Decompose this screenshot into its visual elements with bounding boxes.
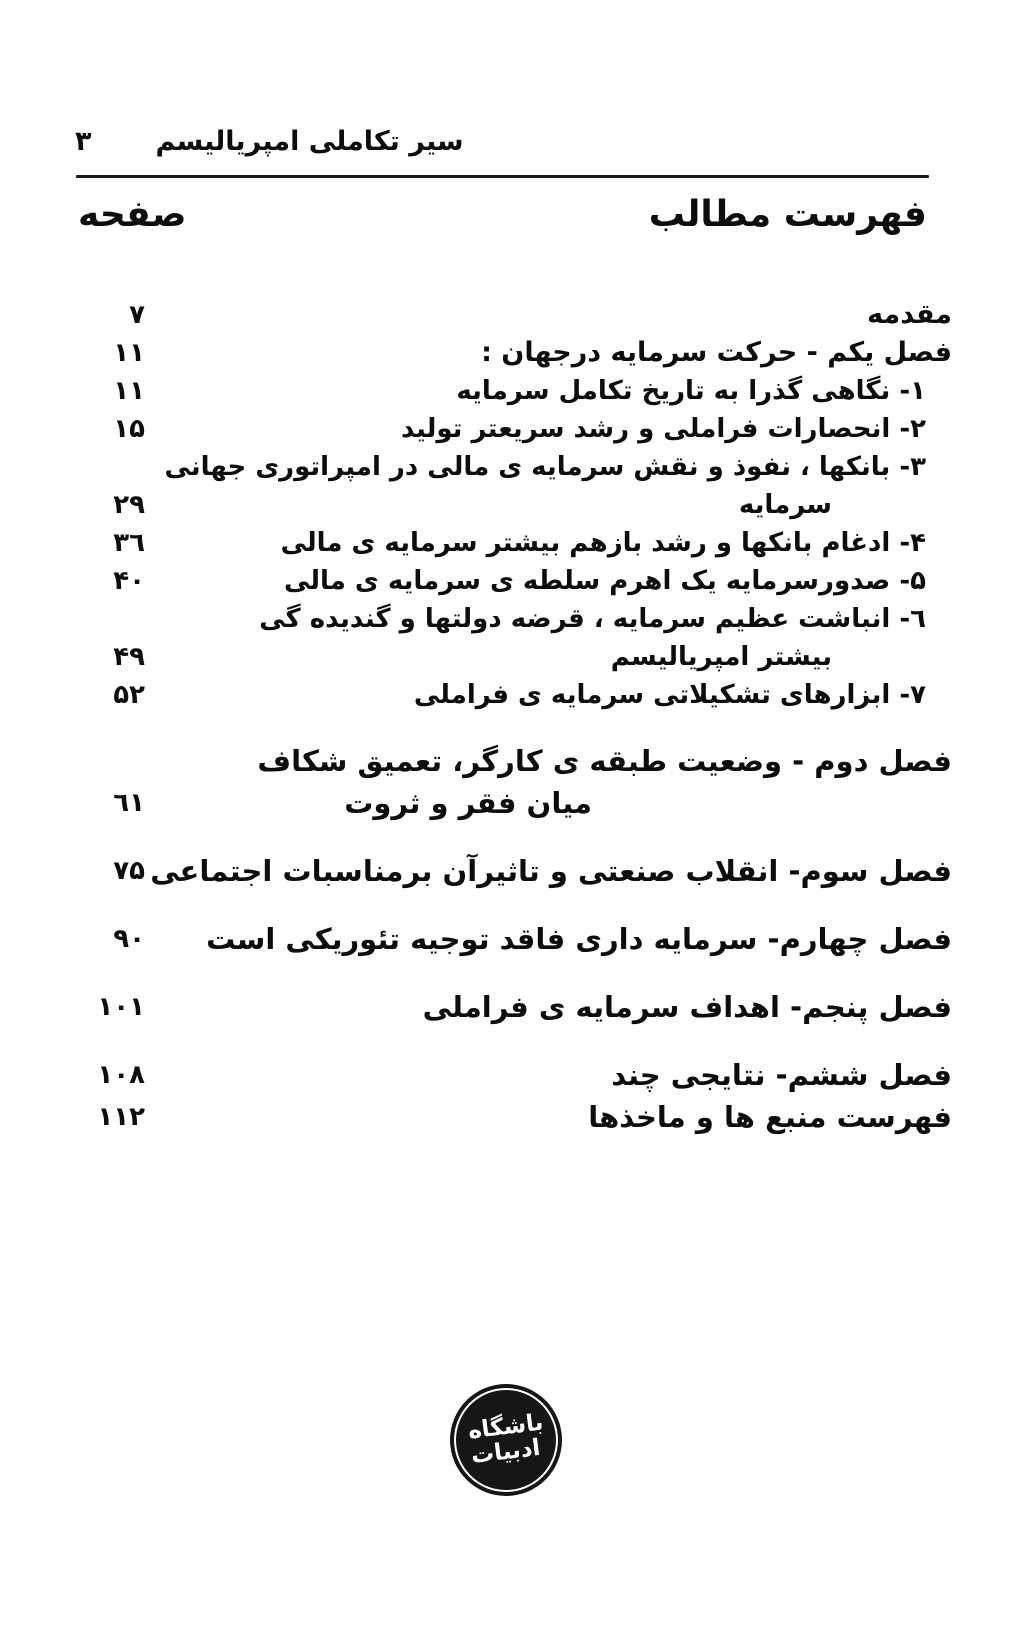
toc-entry-page-number: ۴۹ <box>113 642 145 672</box>
toc-entry <box>75 918 952 960</box>
toc-section <box>75 986 952 1028</box>
toc-entry-lines <box>75 334 952 372</box>
toc-entry-text: ٦- انباشت عظیم سرمایه ، قرضه دولتها و گندیده گی <box>259 604 926 634</box>
toc-entry <box>75 334 952 372</box>
toc-entry <box>75 410 952 448</box>
toc-entry-text: فصل سوم- انقلاب صنعتی و تاثیرآن برمناسبات اجتماعی <box>150 854 952 888</box>
toc-entry <box>75 372 952 410</box>
toc-entry-page-number: ۳٦ <box>113 528 145 558</box>
publisher-logo-stamp-icon <box>450 1384 562 1496</box>
publisher-logo-text-line1: باشگاه <box>466 1409 545 1445</box>
toc-entry-page-number: ۱۱ <box>113 338 145 368</box>
toc-entry <box>75 676 952 714</box>
toc-entry-text: بیشتر امپریالیسم <box>610 642 832 672</box>
toc-entry-lines <box>75 296 952 334</box>
toc-entry-lines <box>75 448 952 524</box>
toc-entry-text: ۳- بانکها ، نفوذ و نقش سرمایه ی مالی در امپراتوری جهانی <box>164 452 926 482</box>
toc-entry-page-number: ۱۱۲ <box>97 1102 145 1132</box>
running-head-title: سیر تکاملی امپریالیسم <box>155 126 464 157</box>
toc-entry <box>75 562 952 600</box>
toc-entry-text: مقدمه <box>867 299 952 330</box>
toc-entry-page-number: ۲۹ <box>113 490 145 520</box>
toc-entry-text: فصل پنجم- اهداف سرمایه ی فراملی <box>422 990 952 1024</box>
toc-section <box>75 850 952 892</box>
toc-entry-text: ۱- نگاهی گذرا به تاریخ تکامل سرمایه <box>456 376 926 406</box>
toc-entry <box>75 1096 952 1138</box>
toc-entry-page-number: ۱۱ <box>113 376 145 406</box>
toc-entry-text: میان فقر و ثروت <box>344 786 592 820</box>
toc-entry <box>75 986 952 1028</box>
toc-entry-lines <box>75 562 952 600</box>
toc-entry-lines <box>75 372 952 410</box>
toc-entry-lines <box>75 410 952 448</box>
toc-entry-lines <box>75 1054 952 1096</box>
toc-entry-text: فصل دوم - وضعیت طبقه ی کارگر، تعمیق شکاف <box>257 744 952 778</box>
toc-entry-page-number: ۷ <box>129 300 145 330</box>
publisher-logo-text-line2: ادبیات <box>469 1434 542 1470</box>
toc-entry-lines <box>75 918 952 960</box>
toc-entry <box>75 850 952 892</box>
toc-entry-lines <box>75 986 952 1028</box>
toc-entry-page-number: ۵۲ <box>113 680 145 710</box>
toc-header <box>78 194 927 235</box>
toc-section <box>75 296 952 714</box>
toc-entry-page-number: ۹۰ <box>113 924 145 954</box>
toc-entry-lines <box>75 1096 952 1138</box>
toc-entry <box>75 296 952 334</box>
toc-entry <box>75 448 952 524</box>
toc-entry-text: فصل چهارم- سرمایه داری فاقد توجیه تئوریکی است <box>206 922 952 956</box>
running-head <box>75 126 464 157</box>
toc-entry-page-number: ۷۵ <box>113 856 145 886</box>
toc-entry-text: فهرست منبع ها و ماخذها <box>588 1100 952 1134</box>
toc-entry-lines <box>75 524 952 562</box>
toc-entry-page-number: ۴۰ <box>113 566 145 596</box>
running-head-page-number: ۳ <box>75 126 92 157</box>
toc-entry-page-number: ۱۵ <box>113 414 145 444</box>
toc-entry-text: سرمایه <box>738 490 832 520</box>
toc-page-column-label: صفحه <box>78 194 187 235</box>
toc-title: فهرست مطالب <box>648 194 927 235</box>
toc-entry <box>75 1054 952 1096</box>
toc-entry-text: ۷- ابزارهای تشکیلاتی سرمایه ی فراملی <box>413 680 926 710</box>
toc-entry-lines <box>75 740 952 824</box>
toc-entry-page-number: ۱۰۸ <box>97 1060 145 1090</box>
toc-entry-text: ۴- ادغام بانکها و رشد بازهم بیشتر سرمایه ی مالی <box>280 528 926 558</box>
toc-entry-text: فصل یکم - حرکت سرمایه درجهان : <box>481 337 952 368</box>
toc-entry-page-number: ٦۱ <box>113 788 145 818</box>
toc-entry-page-number: ۱۰۱ <box>97 992 145 1022</box>
toc-entry-text: ۵- صدورسرمایه یک اهرم سلطه ی سرمایه ی مالی <box>283 566 926 596</box>
toc-entry <box>75 524 952 562</box>
toc-entry-lines <box>75 850 952 892</box>
toc-section <box>75 918 952 960</box>
toc-entry-lines <box>75 676 952 714</box>
toc-entry <box>75 740 952 824</box>
toc-entry <box>75 600 952 676</box>
toc-list <box>75 296 952 1138</box>
toc-section <box>75 740 952 824</box>
toc-section <box>75 1054 952 1138</box>
toc-entry-text: ۲- انحصارات فراملی و رشد سریعتر تولید <box>400 414 926 444</box>
toc-entry-text: فصل ششم- نتایجی چند <box>611 1058 952 1092</box>
toc-entry-lines <box>75 600 952 676</box>
header-rule <box>76 175 929 178</box>
